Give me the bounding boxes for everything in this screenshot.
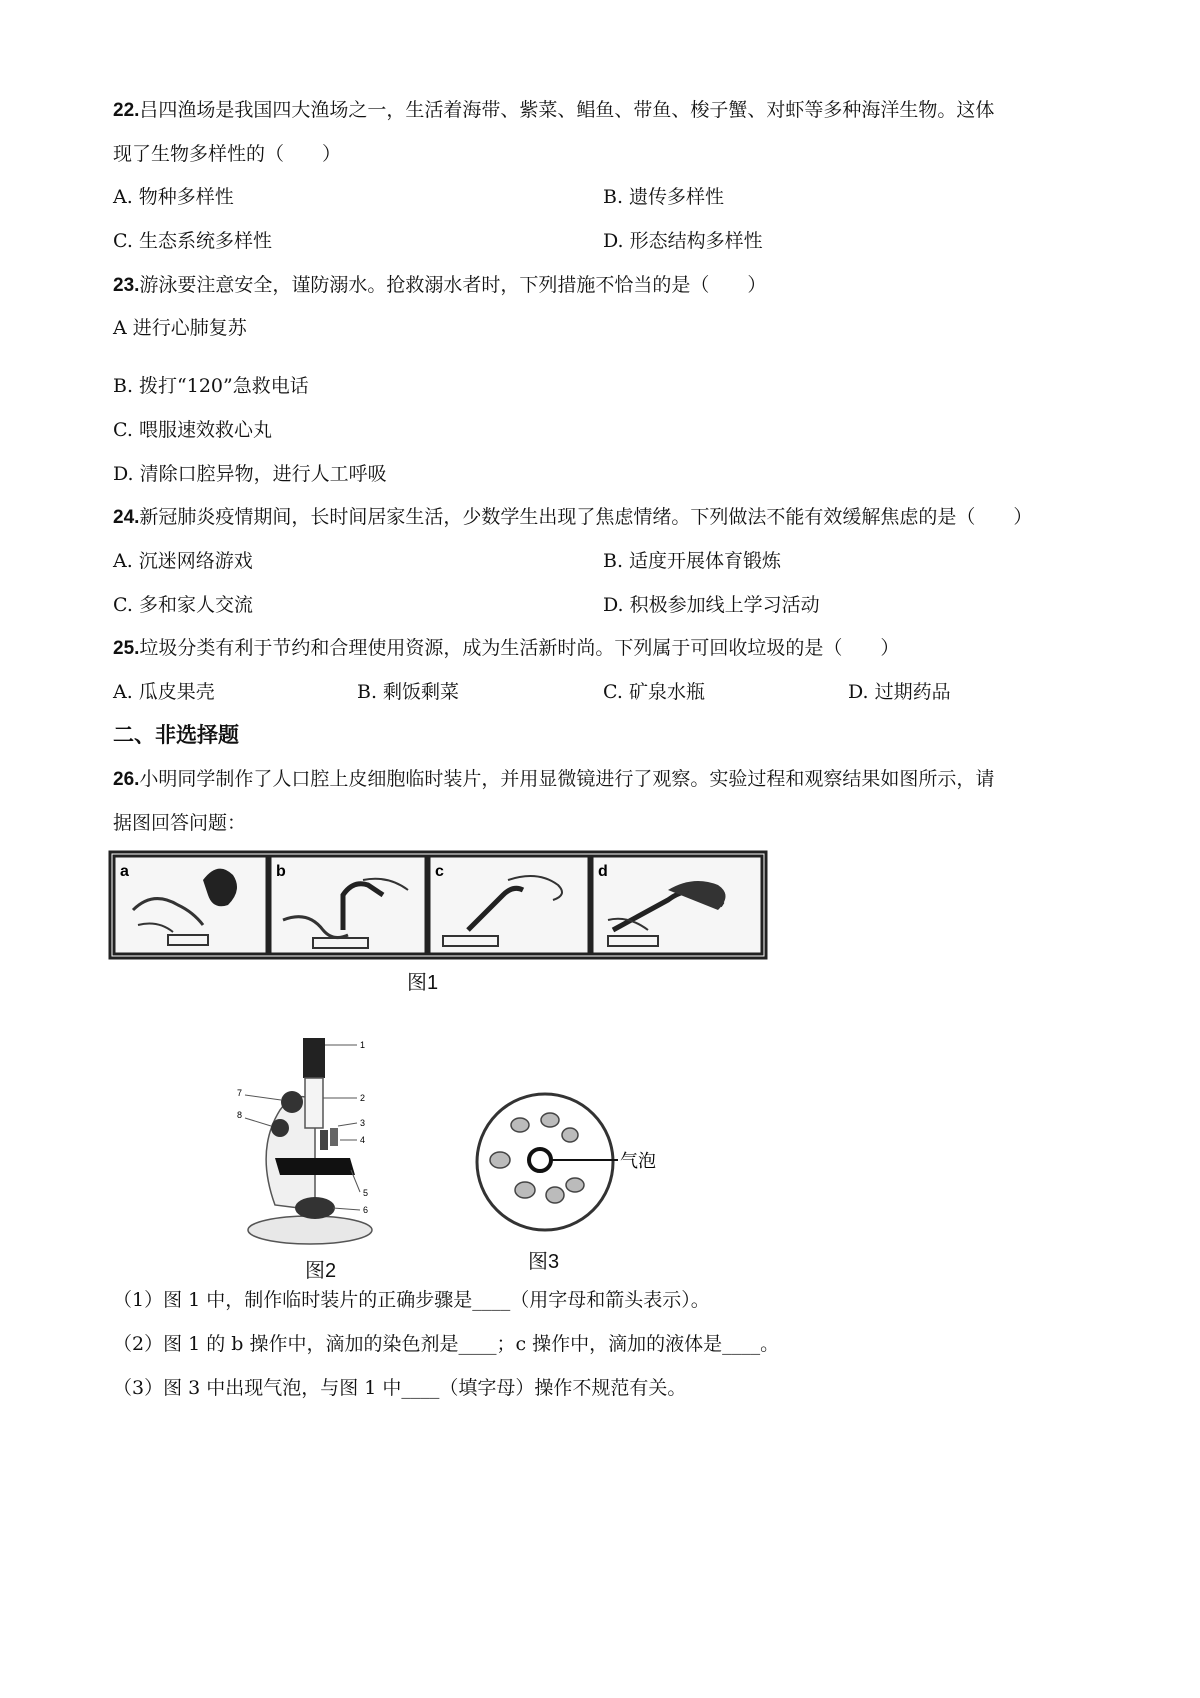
q25-number: 25. bbox=[113, 638, 140, 659]
q25-option-b: B. 剩饭剩菜 bbox=[357, 681, 460, 703]
figure-1 bbox=[108, 850, 768, 960]
q26-stem-line2: 据图回答问题： bbox=[113, 812, 247, 834]
panel-c-letter: c bbox=[435, 863, 444, 880]
q23-stem: 23.游泳要注意安全，谨防溺水。抢救溺水者时，下列措施不恰当的是（ ） bbox=[113, 274, 767, 296]
microscope-illustration bbox=[235, 1030, 405, 1250]
panel-b bbox=[270, 856, 426, 954]
q23-option-a: A 进行心肺复苏 bbox=[113, 317, 247, 339]
panel-d bbox=[592, 856, 762, 954]
microscope-label-4: 4 bbox=[360, 1135, 366, 1145]
microscope-label-2: 2 bbox=[360, 1093, 366, 1103]
figure-3-caption: 图3 bbox=[528, 1251, 560, 1273]
figure-2-microscope bbox=[235, 1030, 405, 1250]
panel-d-letter: d bbox=[598, 863, 608, 880]
microscope-label-5: 5 bbox=[363, 1188, 369, 1198]
q25-option-a: A. 瓜皮果壳 bbox=[113, 681, 215, 703]
panel-a-letter: a bbox=[120, 863, 129, 880]
q26-subq-1: （1）图 1 中，制作临时装片的正确步骤是____（用字母和箭头表示）。 bbox=[113, 1289, 710, 1311]
q24-option-c: C. 多和家人交流 bbox=[113, 594, 253, 616]
panel-c bbox=[429, 856, 589, 954]
q23-option-b: B. 拨打“120”急救电话 bbox=[113, 375, 309, 397]
bubble-label: 气泡 bbox=[620, 1151, 656, 1172]
figure-1-illustration bbox=[108, 850, 768, 960]
figure-1-caption: 图1 bbox=[407, 972, 439, 994]
q26-number: 26. bbox=[113, 769, 140, 790]
q24-option-b: B. 适度开展体育锻炼 bbox=[603, 550, 782, 572]
q22-stem-line1: 22.吕四渔场是我国四大渔场之一，生活着海带、紫菜、鲳鱼、带鱼、梭子蟹、对虾等多种海洋生物。这体 bbox=[113, 99, 995, 121]
q23-option-d: D. 清除口腔异物，进行人工呼吸 bbox=[113, 463, 387, 485]
q26-subq-2: （2）图 1 的 b 操作中，滴加的染色剂是____；c 操作中，滴加的液体是____。 bbox=[113, 1333, 780, 1355]
field-of-view-illustration bbox=[470, 1090, 690, 1240]
q22-option-d: D. 形态结构多样性 bbox=[603, 230, 763, 252]
microscope-label-8: 8 bbox=[237, 1110, 243, 1120]
microscope-label-6: 6 bbox=[363, 1205, 369, 1215]
figure-3-field-of-view bbox=[470, 1090, 690, 1240]
microscope-label-7: 7 bbox=[237, 1088, 243, 1098]
q24-option-a: A. 沉迷网络游戏 bbox=[113, 550, 253, 572]
q26-stem-line1: 26.小明同学制作了人口腔上皮细胞临时装片，并用显微镜进行了观察。实验过程和观察结果如图所示，请 bbox=[113, 768, 995, 790]
q25-stem: 25.垃圾分类有利于节约和合理使用资源，成为生活新时尚。下列属于可回收垃圾的是（ ） bbox=[113, 637, 900, 659]
figure-2-caption: 图2 bbox=[305, 1260, 337, 1282]
section-title: 二、非选择题 bbox=[113, 723, 239, 747]
q23-option-c: C. 喂服速效救心丸 bbox=[113, 419, 272, 441]
q26-subq-3: （3）图 3 中出现气泡，与图 1 中____（填字母）操作不规范有关。 bbox=[113, 1377, 687, 1399]
microscope-label-3: 3 bbox=[360, 1118, 366, 1128]
q22-option-c: C. 生态系统多样性 bbox=[113, 230, 272, 252]
panel-a bbox=[114, 856, 267, 954]
q25-option-c: C. 矿泉水瓶 bbox=[603, 681, 705, 703]
q22-number: 22. bbox=[113, 100, 140, 121]
q22-option-a: A. 物种多样性 bbox=[113, 186, 234, 208]
panel-b-letter: b bbox=[276, 863, 286, 880]
q22-option-b: B. 遗传多样性 bbox=[603, 186, 725, 208]
q24-number: 24. bbox=[113, 507, 140, 528]
q24-stem: 24.新冠肺炎疫情期间，长时间居家生活，少数学生出现了焦虑情绪。下列做法不能有效缓解焦虑的是（ ） bbox=[113, 506, 1033, 528]
q25-option-d: D. 过期药品 bbox=[848, 681, 951, 703]
q24-option-d: D. 积极参加线上学习活动 bbox=[603, 594, 820, 616]
q23-number: 23. bbox=[113, 275, 140, 296]
q22-stem-line2: 现了生物多样性的（ ） bbox=[113, 143, 342, 165]
microscope-label-1: 1 bbox=[360, 1040, 366, 1050]
